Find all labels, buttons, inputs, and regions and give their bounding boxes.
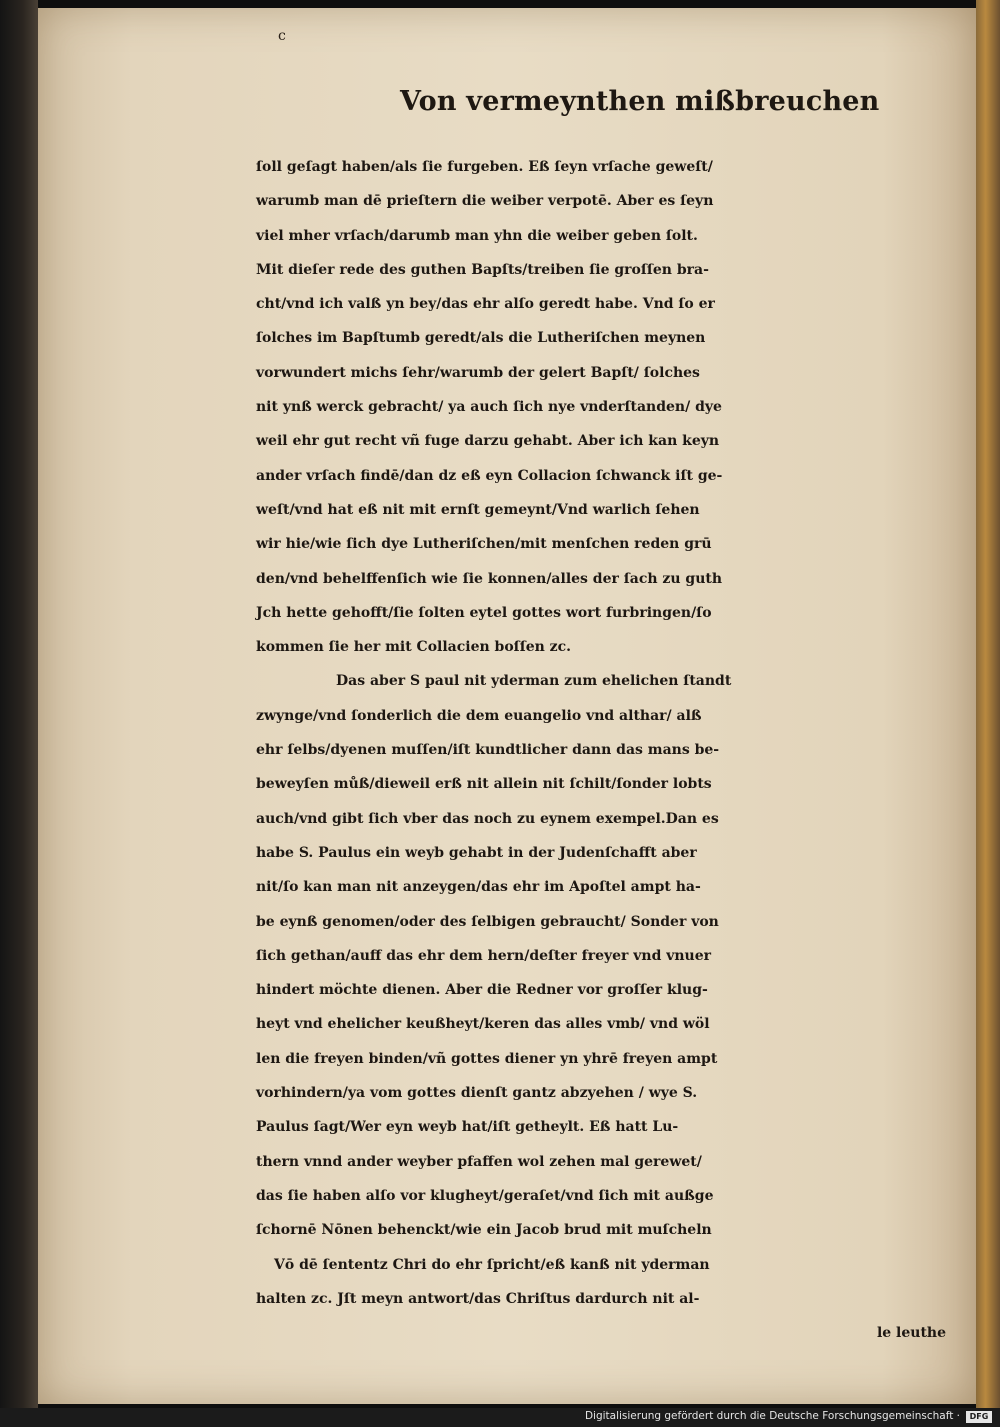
text-line: vorhindern/ya vom gottes dienſt gantz abzyehen / wye S. xyxy=(256,1085,698,1102)
text-line: vorwundert michs ſehr/warumb der gelert Bapſt/ ſolches xyxy=(256,364,700,381)
text-line: ſolches im Bapſtumb geredt/als die Lutheriſchen meynen xyxy=(256,330,706,347)
text-line: nit/ſo kan man nit anzeygen/das ehr im Apoſtel ampt ha- xyxy=(256,879,701,896)
text-line: Paulus ſagt/Wer eyn weyb hat/iſt getheylt. Eß hatt Lu- xyxy=(256,1119,679,1136)
book-left-edge xyxy=(0,0,38,1408)
text-line: halten zc. Jſt meyn antwort/das Chriſtus dardurch nit al- xyxy=(256,1290,700,1307)
book-binding-edge xyxy=(976,0,1000,1408)
text-line: nit ynß werck gebracht/ ya auch ſich nye vnderſtanden/ dye xyxy=(256,399,722,416)
text-line: weil ehr gut recht vñ fuge darzu gehabt. Aber ich kan keyn xyxy=(256,433,720,450)
text-line: ſich gethan/auff das ehr dem hern/deſter freyer vnd vnuer xyxy=(256,947,712,964)
text-line: viel mher vrſach/darumb man yhn die weiber geben ſolt. xyxy=(256,227,698,244)
text-line: cht/vnd ich valß yn bey/das ehr alſo geredt habe. Vnd ſo er xyxy=(256,296,715,313)
text-line: wir hie/wie ſich dye Lutheriſchen/mit menſchen reden grū xyxy=(256,536,712,553)
paragraph-start-line: Vō dē ſententz Chri do ehr ſpricht/eß kanß nit yderman xyxy=(274,1256,710,1273)
text-line: ſchornē Nōnen behenckt/wie ein Jacob brud mit muſcheln xyxy=(256,1222,712,1239)
text-line: beweyſen můß/dieweil erß nit allein nit ſchilt/ſonder lobts xyxy=(256,776,712,793)
text-line: hindert möchte dienen. Aber die Redner vor groſſer klug- xyxy=(256,982,708,999)
text-line: len die freyen binden/vñ gottes diener yn yhrē freyen ampt xyxy=(256,1050,718,1067)
dfg-logo: DFG xyxy=(966,1411,992,1423)
text-line: Jch hette gehofft/ſie ſolten eytel gottes wort furbringen/ſo xyxy=(256,604,712,621)
text-line: be eynß genomen/oder des ſelbigen gebraucht/ Sonder von xyxy=(256,913,719,930)
paragraph-start-line: Das aber S paul nit yderman zum ehelichen ſtandt xyxy=(336,673,732,690)
catchword: le leuthe xyxy=(876,1325,946,1342)
text-line: heyt vnd ehelicher keußheyt/keren das alles vmb/ vnd wöl xyxy=(256,1016,710,1033)
text-line: ander vrſach findē/dan dz eß eyn Collacion ſchwanck iſt ge- xyxy=(256,467,723,484)
text-line: ſoll geſagt haben/als ſie furgeben. Eß ſeyn vrſache geweſt/ xyxy=(256,159,713,175)
text-line: das ſie haben alſo vor klugheyt/geraſet/vnd ſich mit außge xyxy=(256,1187,714,1204)
page-corner-mark: c xyxy=(278,28,286,44)
text-line: zwynge/vnd ſonderlich die dem euangelio vnd althar/ alß xyxy=(256,707,702,724)
digitization-credit: Digitalisierung gefördert durch die Deutsche Forschungsgemeinschaft · xyxy=(584,1410,960,1422)
text-line: weſt/vnd hat eß nit mit ernſt gemeynt/Vnd warlich ſehen xyxy=(256,501,700,518)
text-line: habe S. Paulus ein weyb gehabt in der Judenſchafft aber xyxy=(256,844,697,861)
text-line: Mit dieſer rede des guthen Bapſts/treiben ſie groſſen bra- xyxy=(256,261,709,278)
text-line: auch/vnd gibt ſich vber das noch zu eynem exempel.Dan es xyxy=(256,810,719,827)
text-block xyxy=(256,150,956,1350)
text-line: thern vnnd ander weyber pfaffen wol zehen mal gerewet/ xyxy=(256,1153,702,1170)
text-line: kommen ſie her mit Collacien boſſen zc. xyxy=(256,639,572,656)
text-line: warumb man dē prieſtern die weiber verpotē. Aber es ſeyn xyxy=(256,193,714,210)
text-line: den/vnd behelffenſich wie ſie konnen/alles der ſach zu guth xyxy=(256,570,723,587)
text-line: ehr ſelbs/dyenen muſſen/iſt kundtlicher dann das mans be- xyxy=(256,742,720,759)
running-head: Von vermeynthen mißbreuchen xyxy=(400,86,880,117)
